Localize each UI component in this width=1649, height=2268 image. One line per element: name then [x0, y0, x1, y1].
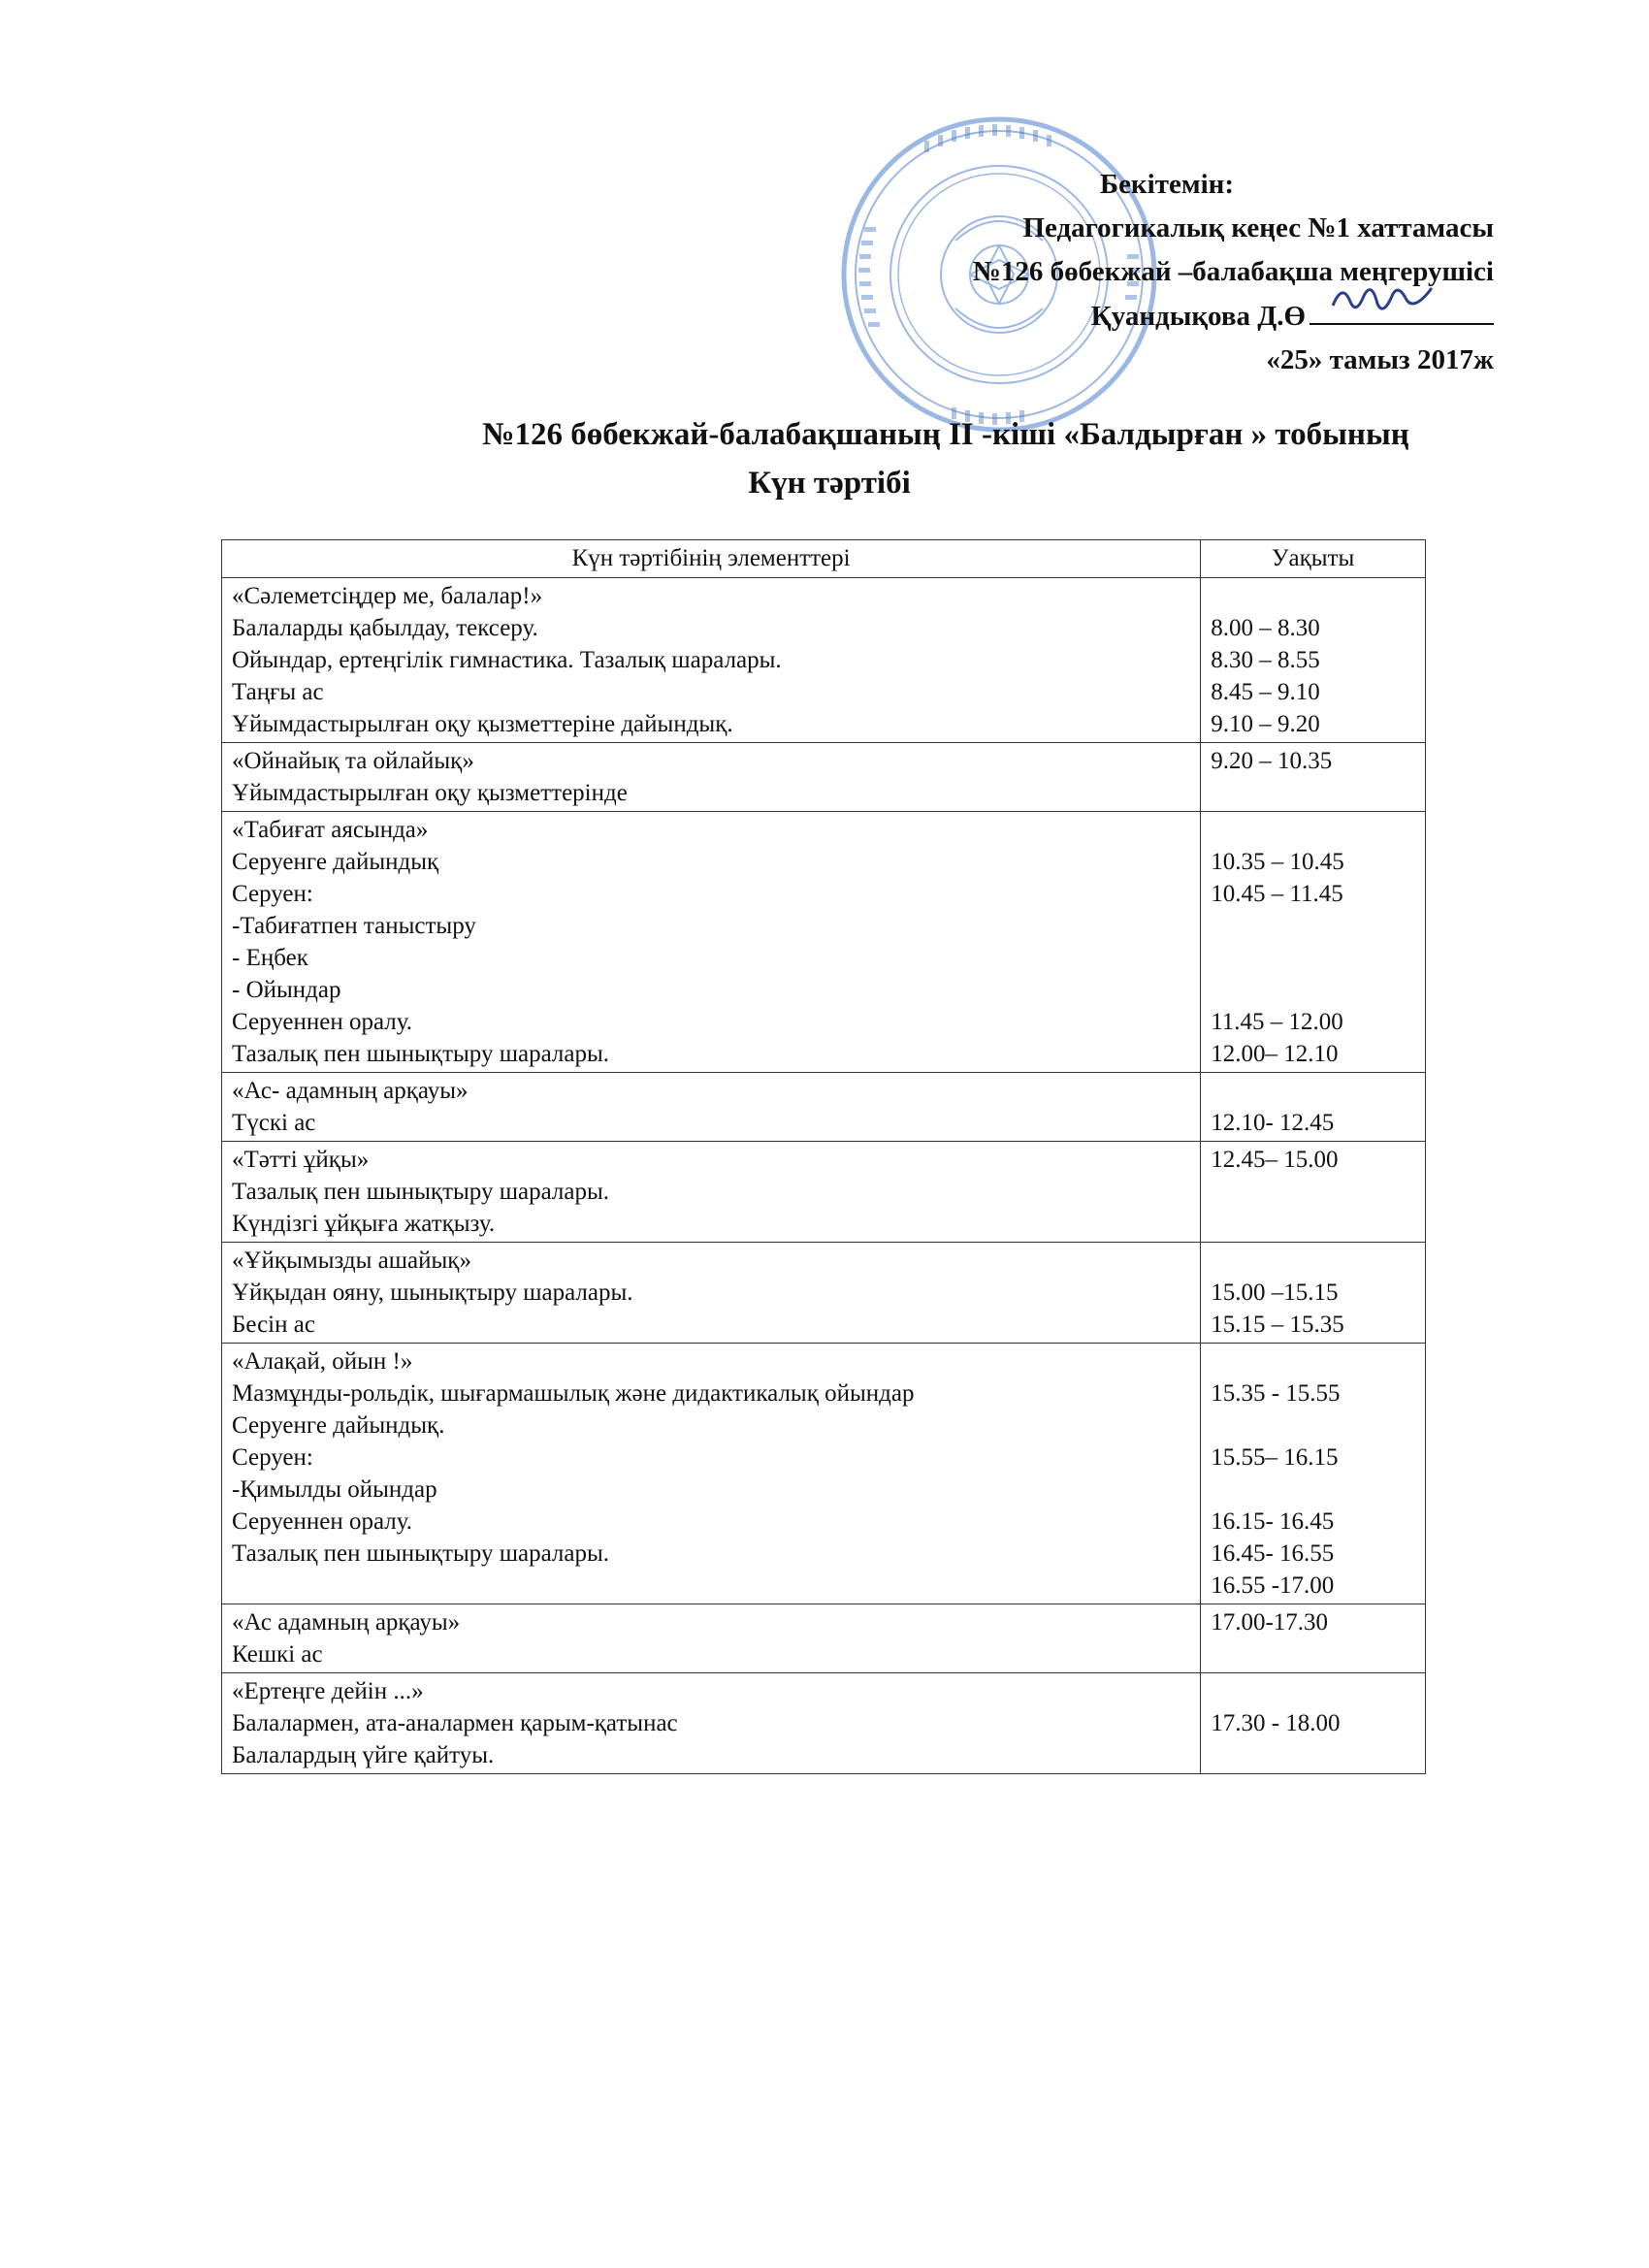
- activity-cell: [222, 1142, 1201, 1243]
- table-row: [222, 1673, 1426, 1774]
- time-cell: [1201, 1243, 1426, 1344]
- time-line: [1211, 1675, 1415, 1707]
- table-row: [222, 743, 1426, 812]
- activity-line: Ойындар, ертеңгілік гимнастика. Тазалық шаралары.: [232, 647, 782, 673]
- handwritten-signature: [1329, 276, 1436, 321]
- time-line: [1211, 1245, 1415, 1277]
- time-line: 12.45– 15.00: [1211, 1147, 1339, 1173]
- table-row: [222, 1604, 1426, 1673]
- time-cell: [1201, 1344, 1426, 1604]
- header-time: Уақыты: [1201, 540, 1426, 578]
- time-line: 15.55– 16.15: [1211, 1444, 1339, 1471]
- approval-label: Бекітемін:: [1099, 169, 1234, 200]
- approval-council-protocol: Педагогикалық кеңес №1 хаттамасы: [1022, 212, 1494, 243]
- activity-line: - Ойындар: [232, 977, 341, 1003]
- table-row: [222, 812, 1426, 1073]
- time-line: 10.35 – 10.45: [1211, 849, 1344, 875]
- activity-line: Ұйымдастырылған оқу қызметтеріне дайындық.: [232, 711, 733, 737]
- time-line: 16.15- 16.45: [1211, 1508, 1335, 1535]
- activity-line: Тазалық пен шынықтыру шаралары.: [232, 1540, 610, 1567]
- time-cell: [1201, 743, 1426, 812]
- activity-line: Кешкі ас: [232, 1641, 323, 1668]
- activity-cell: [222, 1604, 1201, 1673]
- activity-line: Серуен:: [232, 1444, 313, 1471]
- activity-cell: [222, 1344, 1201, 1604]
- approval-date: «25» тамыз 2017ж: [1266, 344, 1494, 375]
- time-line: 8.45 – 9.10: [1211, 679, 1320, 705]
- time-line: [1211, 1474, 1415, 1506]
- activity-line: Бесін ас: [232, 1312, 315, 1338]
- time-cell: [1201, 1673, 1426, 1774]
- activity-line: Тазалық пен шынықтыру шаралары.: [232, 1179, 610, 1205]
- document-subtitle: Күн тәртібі: [748, 466, 911, 501]
- approval-head-name: Қуандықова Д.Ө: [1090, 301, 1306, 332]
- activity-line: Ұйымдастырылған оқу қызметтерінде: [232, 780, 628, 806]
- activity-line: Серуеннен оралу.: [232, 1009, 413, 1035]
- approval-signature-line: [873, 294, 1494, 339]
- activity-cell: [222, 743, 1201, 812]
- time-line: 8.30 – 8.55: [1211, 647, 1320, 673]
- approval-block: [873, 163, 1494, 382]
- time-line: [1211, 910, 1415, 942]
- time-line: 15.15 – 15.35: [1211, 1312, 1344, 1338]
- activity-line: Тазалық пен шынықтыру шаралары.: [232, 1041, 610, 1067]
- activity-line: «Алақай, ойын !»: [232, 1348, 413, 1375]
- activity-line: «Тәтті ұйқы»: [232, 1147, 370, 1173]
- time-line: [1211, 777, 1415, 809]
- activity-cell: [222, 1673, 1201, 1774]
- activity-line: - Еңбек: [232, 945, 308, 971]
- time-line: [1211, 1075, 1415, 1107]
- activity-line: «Ұйқымызды ашайық»: [232, 1247, 471, 1274]
- time-line: 9.10 – 9.20: [1211, 711, 1320, 737]
- table-row: [222, 1142, 1426, 1243]
- activity-line: Ұйқыдан ояну, шынықтыру шаралары.: [232, 1280, 633, 1306]
- time-line: [1211, 1345, 1415, 1377]
- activity-line: -Қимылды ойындар: [232, 1476, 437, 1503]
- activity-line: «Ертеңге дейін ...»: [232, 1678, 424, 1704]
- time-line: [1211, 942, 1415, 974]
- time-line: [1211, 1176, 1415, 1208]
- time-line: [1211, 814, 1415, 846]
- daily-schedule-table: [221, 539, 1426, 1774]
- table-header-row: [222, 540, 1426, 578]
- activity-line: Серуенге дайындық.: [232, 1412, 445, 1439]
- time-line: 17.00-17.30: [1211, 1609, 1329, 1636]
- table-row: [222, 1344, 1426, 1604]
- activity-line: Серуеннен оралу.: [232, 1508, 413, 1535]
- activity-cell: [222, 578, 1201, 743]
- activity-line: «Ас- адамның арқауы»: [232, 1078, 469, 1104]
- activity-line: Таңғы ас: [232, 679, 324, 705]
- time-cell: [1201, 1073, 1426, 1142]
- approval-head-position: №126 бөбекжай –балабақша меңгерушісі: [972, 256, 1494, 287]
- document-title: №126 бөбекжай-балабақшаның ІІ -кіші «Балдырған » тобының: [482, 417, 1409, 452]
- activity-line: «Ойнайық та ойлайық»: [232, 748, 474, 774]
- activity-line: Мазмұнды-рольдік, шығармашылық және дидактикалық ойындар: [232, 1380, 915, 1407]
- activity-cell: [222, 1073, 1201, 1142]
- time-cell: [1201, 812, 1426, 1073]
- time-line: 16.55 -17.00: [1211, 1572, 1335, 1599]
- activity-line: «Сәлеметсіңдер ме, балалар!»: [232, 583, 543, 609]
- time-line: 12.10- 12.45: [1211, 1110, 1335, 1136]
- activity-line: -Табиғатпен таныстыру: [232, 913, 476, 939]
- signature-blank: [1310, 294, 1494, 325]
- time-line: 15.00 –15.15: [1211, 1280, 1339, 1306]
- time-line: 10.45 – 11.45: [1211, 881, 1343, 907]
- activity-line: Балалардың үйге қайтуы.: [232, 1742, 495, 1768]
- activity-line: «Табиғат аясында»: [232, 817, 429, 843]
- time-cell: [1201, 578, 1426, 743]
- activity-line: Серуен:: [232, 881, 313, 907]
- time-line: [1211, 1208, 1415, 1240]
- time-line: 12.00– 12.10: [1211, 1041, 1339, 1067]
- header-elements: Күн тәртібінің элементтері: [222, 540, 1201, 578]
- time-cell: [1201, 1604, 1426, 1673]
- time-line: 8.00 – 8.30: [1211, 615, 1320, 641]
- table-row: [222, 578, 1426, 743]
- time-line: 16.45- 16.55: [1211, 1540, 1335, 1567]
- activity-line: Балаларды қабылдау, тексеру.: [232, 615, 538, 641]
- activity-line: Серуенге дайындық: [232, 849, 439, 875]
- table-row: [222, 1243, 1426, 1344]
- activity-line: «Ас адамның арқауы»: [232, 1609, 461, 1636]
- activity-line: Балалармен, ата-аналармен қарым-қатынас: [232, 1710, 678, 1736]
- time-line: [1211, 580, 1415, 612]
- table-row: [222, 1073, 1426, 1142]
- time-cell: [1201, 1142, 1426, 1243]
- time-line: 9.20 – 10.35: [1211, 748, 1333, 774]
- activity-cell: [222, 812, 1201, 1073]
- activity-line: Күндізгі ұйқыға жатқызу.: [232, 1211, 496, 1237]
- time-line: 17.30 - 18.00: [1211, 1710, 1341, 1736]
- time-line: [1211, 1638, 1415, 1670]
- time-line: [1211, 1739, 1415, 1771]
- activity-line: [232, 1570, 1190, 1602]
- time-line: [1211, 1409, 1415, 1442]
- activity-line: Түскі ас: [232, 1110, 316, 1136]
- time-line: [1211, 974, 1415, 1006]
- time-line: 11.45 – 12.00: [1211, 1009, 1343, 1035]
- activity-cell: [222, 1243, 1201, 1344]
- time-line: 15.35 - 15.55: [1211, 1380, 1341, 1407]
